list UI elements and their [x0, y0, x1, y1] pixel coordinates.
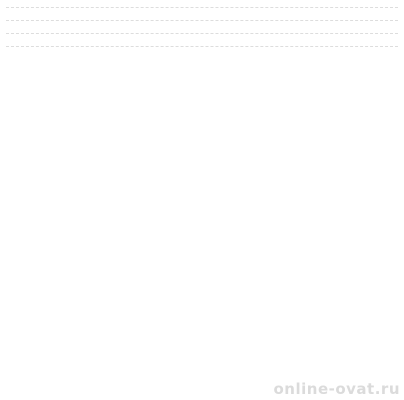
paragraph-5 [6, 52, 398, 59]
paragraph-divider [6, 46, 398, 47]
paragraph-divider [6, 20, 398, 21]
paragraph-2 [6, 13, 398, 20]
paragraph-3 [6, 26, 398, 33]
paragraph-4 [6, 39, 398, 46]
paragraph-divider [6, 33, 398, 34]
paragraph-1 [6, 0, 398, 7]
site-watermark: online-ovat.ru [273, 380, 400, 398]
article-body [6, 0, 398, 59]
paragraph-divider [6, 7, 398, 8]
